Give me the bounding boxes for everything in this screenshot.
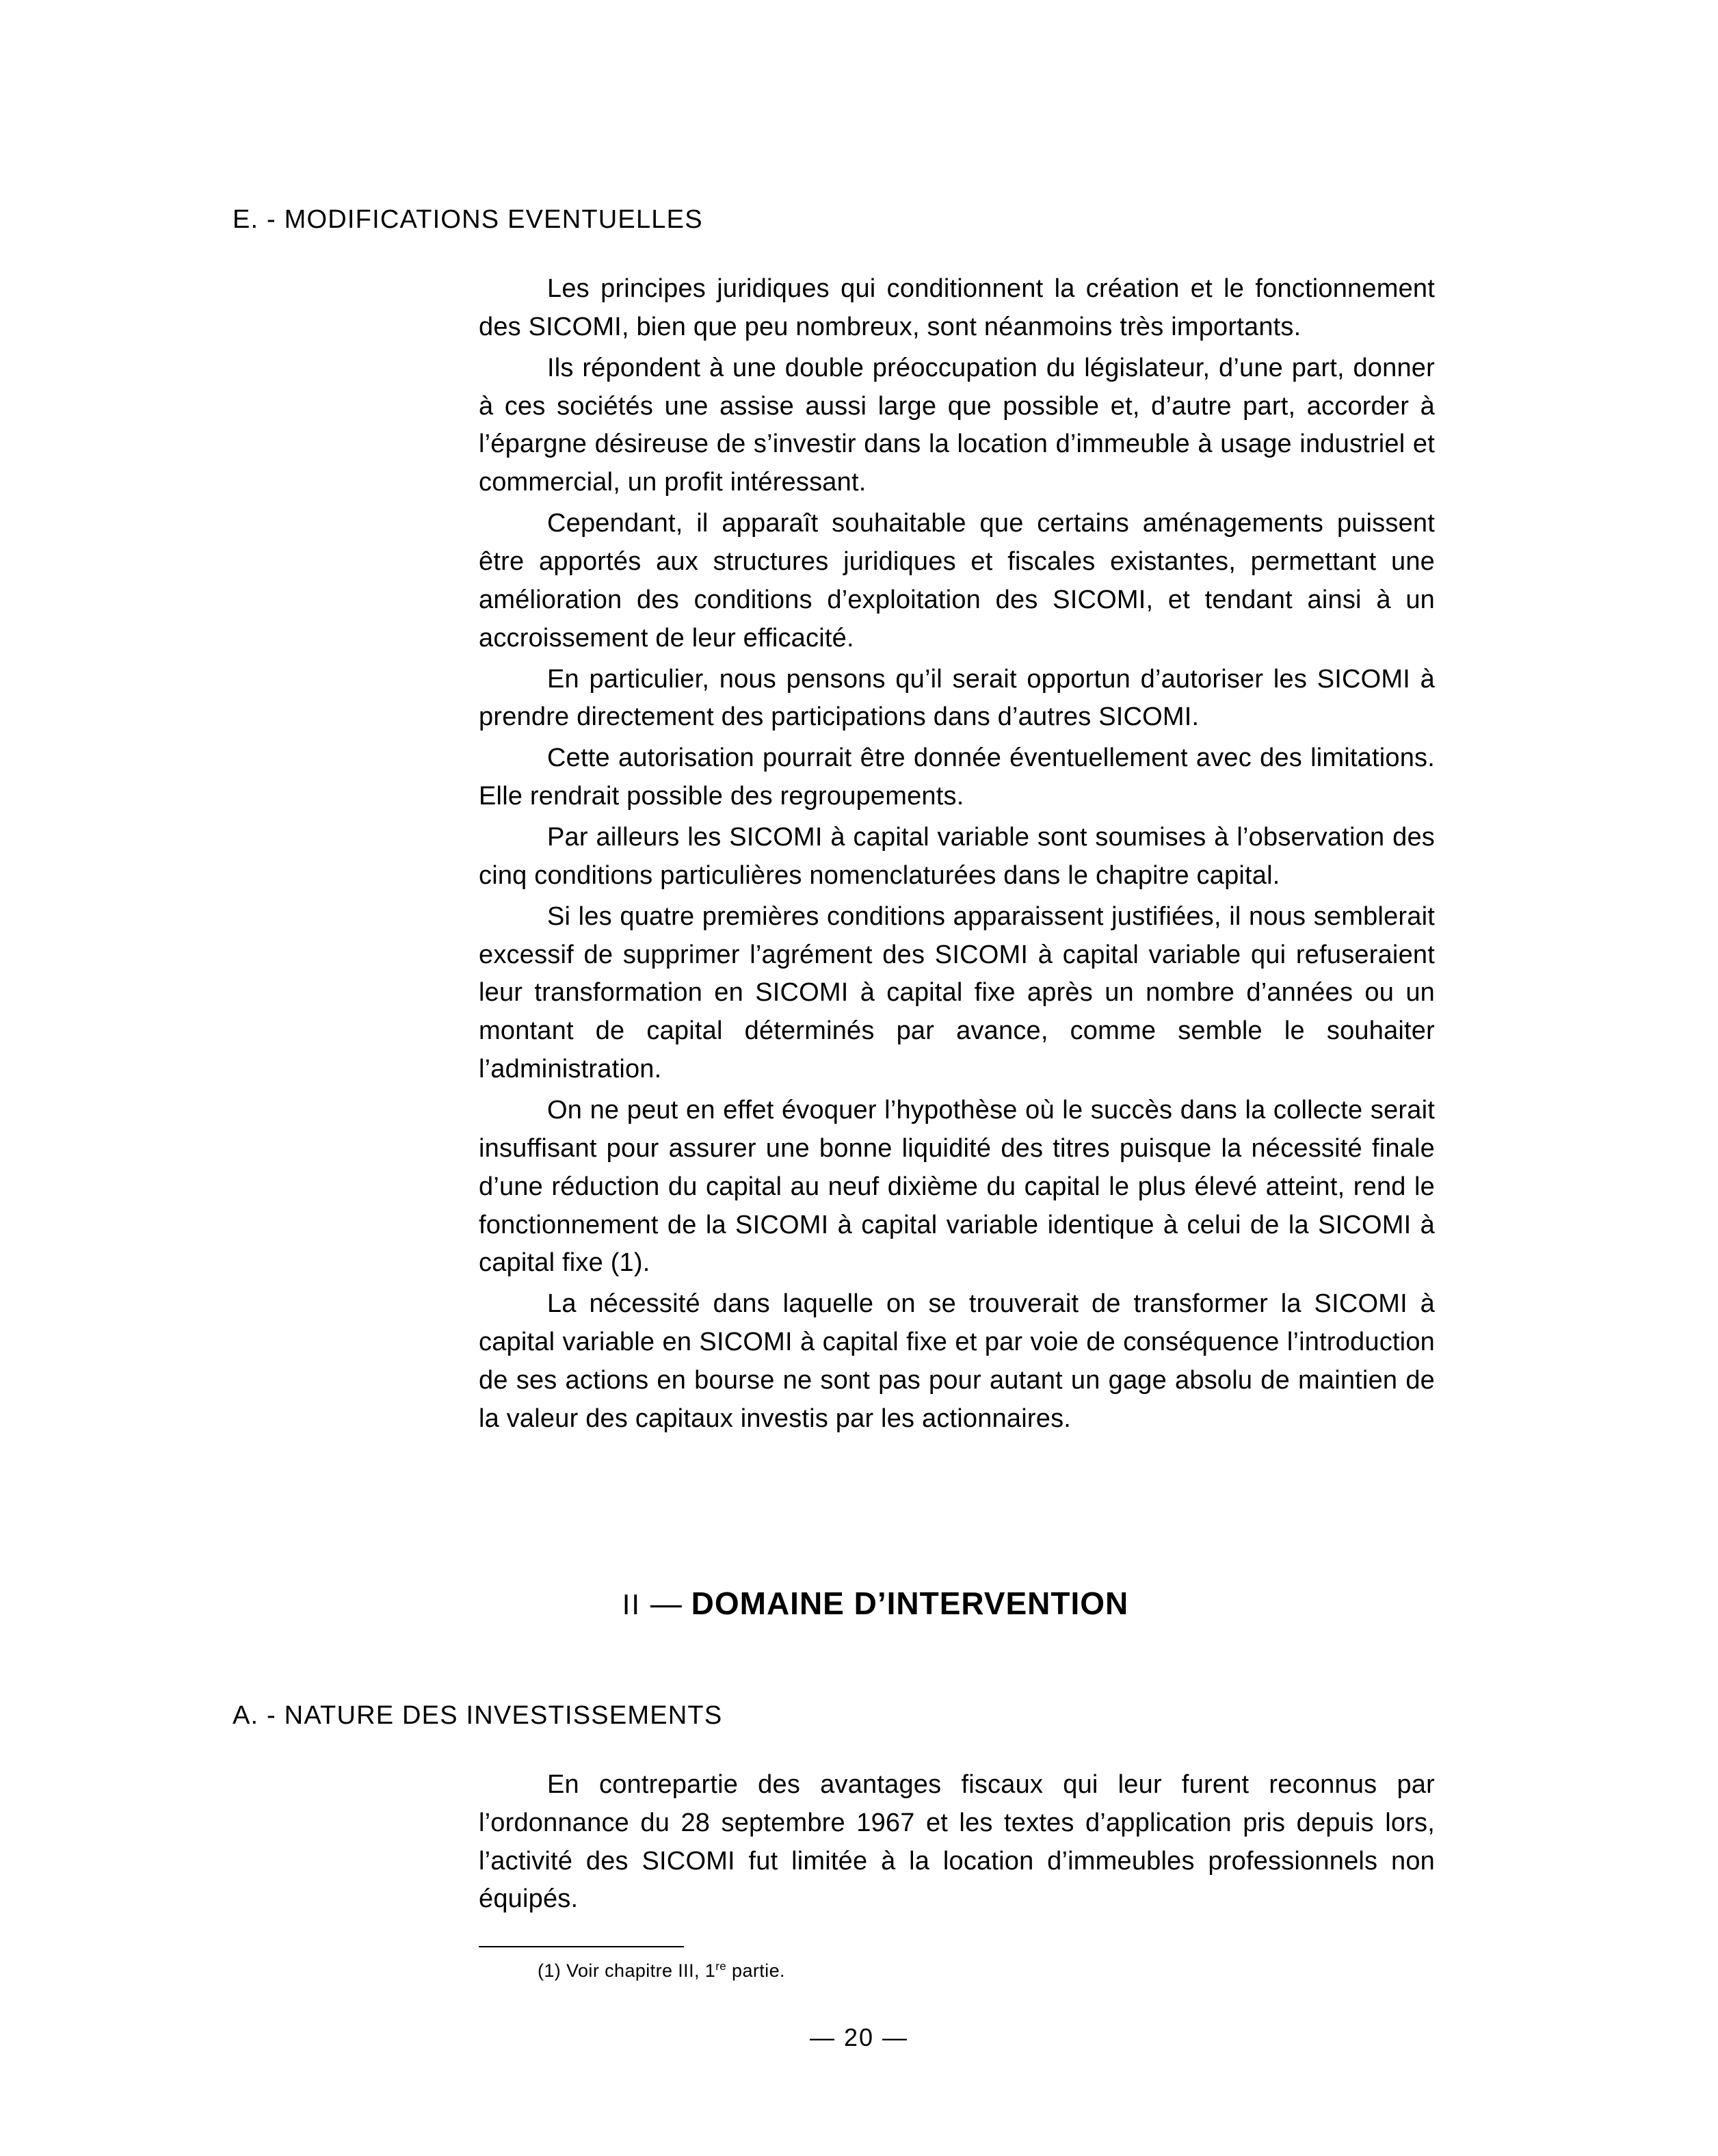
title-spacer xyxy=(233,1642,1518,1701)
paragraph: Les principes juridiques qui conditionnent la création et le fonctionnement des SICOMI, bien que peu nombreux, sont néanmoins très importants. xyxy=(479,274,1435,341)
major-title-text: DOMAINE D’INTERVENTION xyxy=(691,1585,1129,1621)
paragraph: En particulier, nous pensons qu’il serait opportun d’autoriser les SICOMI à prendre directement des participations dans d’autres SICOMI. xyxy=(479,664,1435,732)
footnote-prefix: (1) Voir chapitre III, 1 xyxy=(538,1960,716,1982)
page-content xyxy=(233,205,1518,1982)
section-heading-modifications-eventuelles: E. - MODIFICATIONS EVENTUELLES xyxy=(233,205,703,234)
paragraph: Cette autorisation pourrait être donnée éventuellement avec des limitations. Elle rendrait possible des regroupements. xyxy=(479,744,1435,811)
section-heading-nature-des-investissements: A. - NATURE DES INVESTISSEMENTS xyxy=(233,1700,723,1730)
footnote-divider xyxy=(479,1946,684,1947)
footnote-superscript: re xyxy=(715,1960,727,1973)
paragraph: Cependant, il apparaît souhaitable que certains aménagements puissent être apportés aux structures juridiques et fiscales existantes, permettant une amélioration des conditions d’exploitation des SICOMI, et tendant ainsi à un accroissement de leur efficacité. xyxy=(479,509,1435,653)
footnote-text xyxy=(479,1960,1518,1982)
major-section-title xyxy=(233,1523,1518,1642)
paragraph: On ne peut en effet évoquer l’hypothèse où le succès dans la collecte serait insuffisant pour assurer une bonne liquidité des titres puisque la nécessité finale d’une réduction du capital au neuf dixième du capital le plus élevé atteint, rend le fonctionnement de la SICOMI à capital variable identique à celui de la SICOMI à capital fixe (1). xyxy=(479,1096,1435,1278)
page-number: — 20 — xyxy=(809,2023,909,2051)
major-title-dash: — xyxy=(650,1585,682,1621)
footnote-suffix: partie. xyxy=(726,1960,785,1982)
paragraph: Par ailleurs les SICOMI à capital variable sont soumises à l’observation des cinq conditions particulières nomenclaturées dans le chapitre capital. xyxy=(479,823,1435,890)
paragraph: En contrepartie des avantages fiscaux qui leur furent reconnus par l’ordonnance du 28 septembre 1967 et les textes d’application pris depuis lors, l’activité des SICOMI fut limitée à la location d’immeubles professionnels non équipés. xyxy=(479,1770,1435,1914)
major-title-numeral: II xyxy=(622,1588,642,1620)
paragraph: Si les quatre premières conditions apparaissent justifiées, il nous semblerait excessif de supprimer l’agrément des SICOMI à capital variable qui refuseraient leur transformation en SICOMI à capital fixe après un nombre d’années ou un montant de capital déterminés par avance, comme semble le souhaiter l’administration. xyxy=(479,902,1435,1084)
paragraph: La nécessité dans laquelle on se trouverait de transformer la SICOMI à capital variable en SICOMI à capital fixe et par voie de conséquence l’introduction de ses actions en bourse ne sont pas pour autant un gage absolu de maintien de la valeur des capitaux investis par les actionnaires. xyxy=(479,1289,1435,1433)
section-spacer xyxy=(233,1441,1518,1523)
paragraph: Ils répondent à une double préoccupation du législateur, d’une part, donner à ces sociétés une assise aussi large que possible et, d’autre part, accorder à l’épargne désireuse de s’investir dans la location d’immeuble à usage industriel et commercial, un profit intéressant. xyxy=(479,353,1435,497)
footnote-area xyxy=(233,1946,1518,1982)
